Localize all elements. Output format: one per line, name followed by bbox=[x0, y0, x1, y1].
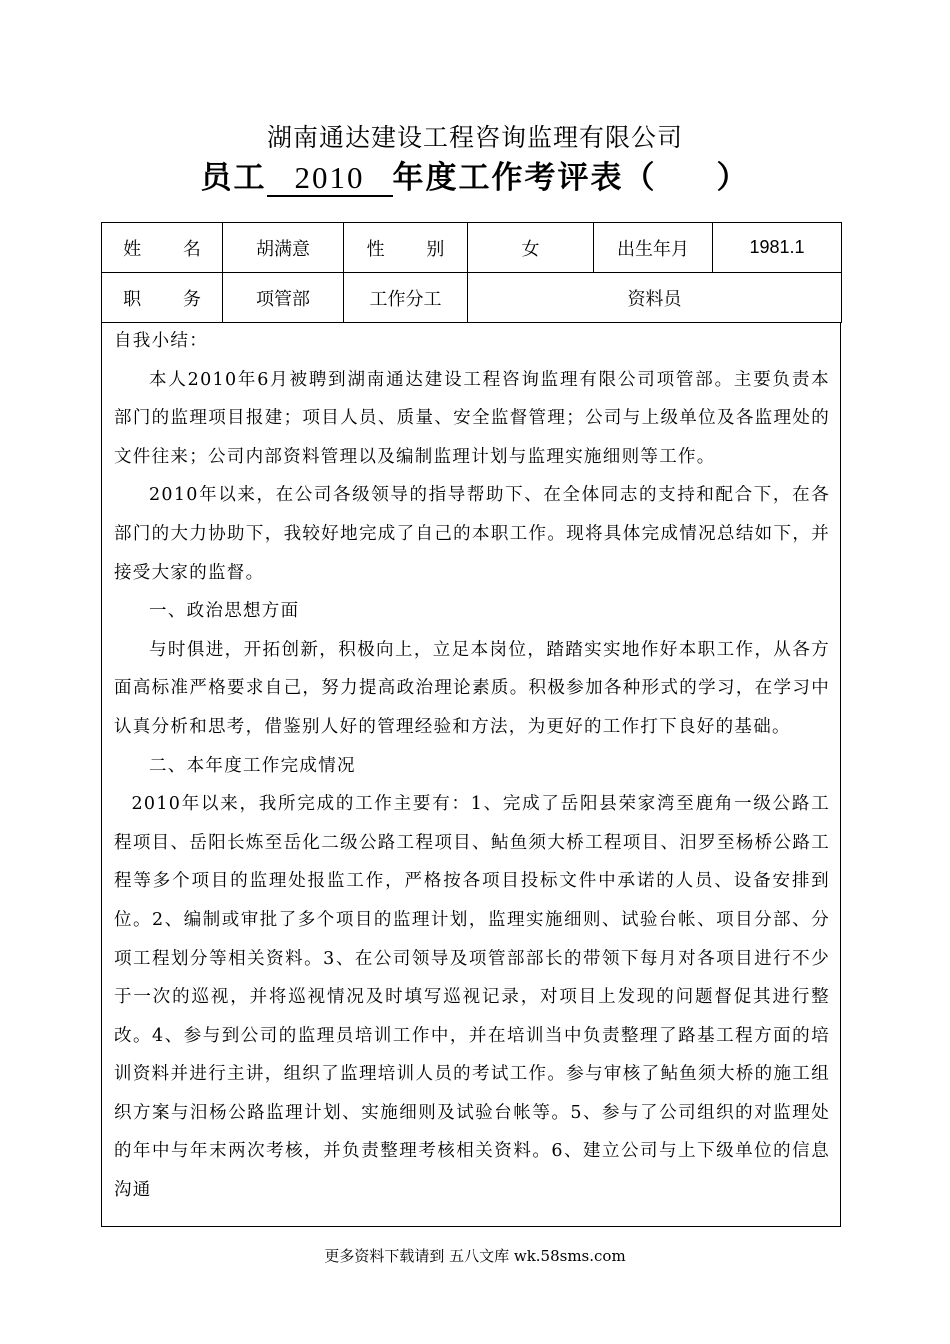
position-value: 项管部 bbox=[223, 273, 344, 323]
division-value: 资料员 bbox=[468, 273, 842, 323]
info-row-1 bbox=[102, 223, 842, 273]
gender-label: 性 别 bbox=[344, 223, 468, 273]
info-row-2 bbox=[102, 273, 842, 323]
birth-value: 1981.1 bbox=[713, 223, 842, 273]
name-value: 胡满意 bbox=[223, 223, 344, 273]
title-close: ） bbox=[716, 160, 750, 196]
summary-label: 自我小结： bbox=[114, 331, 208, 351]
summary-paragraph: 2010年以来，我所完成的工作主要有：1、完成了岳阳县荣家湾至鹿角一级公路工程项目、岳阳长炼至岳化二级公路工程项目、鲇鱼须大桥工程项目、汨罗至杨桥公路工程等多个项目的监理处报监工作，严格按各项目投标文件中承诺的人员、设备安排到位。2、编制或审批了多个项目的监理计划，监理实施细则、试验台帐、项目分部、分项工程划分等相关资料。3、在公司领导及项管部部长的带领下每月对各项目进行不少于一次的巡视，并将巡视情况及时填写巡视记录，对项目上发现的问题督促其进行整改。4、参与到公司的监理员培训工作中，并在培训当中负责整理了路基工程方面的培训资料并进行主讲，组织了监理培训人员的考试工作。参与审核了鲇鱼须大桥的施工组织方案与汨杨公路监理计划、实施细则及试验台帐等。5、参与了公司组织的对监理处的年中与年末两次考核，并负责整理考核相关资料。6、建立公司与上下级单位的信息沟通 bbox=[114, 794, 830, 1201]
name-label: 姓 名 bbox=[102, 223, 223, 273]
title-suffix: 年度工作考评表（ bbox=[392, 160, 657, 196]
position-label: 职 务 bbox=[102, 273, 223, 323]
section-heading-political: 一、政治思想方面 bbox=[149, 601, 300, 622]
summary-paragraph: 2010年以来，在公司各级领导的指导帮助下、在全体同志的支持和配合下，在各部门的大力协助下，我较好地完成了自己的本职工作。现将具体完成情况总结如下，并接受大家的监督。 bbox=[114, 485, 830, 583]
form-title bbox=[0, 152, 950, 197]
birth-label: 出生年月 bbox=[594, 223, 713, 273]
title-prefix: 员工 bbox=[200, 160, 267, 196]
division-label: 工作分工 bbox=[344, 273, 468, 323]
title-year: 2010 bbox=[267, 161, 393, 197]
self-summary-box bbox=[101, 322, 841, 1227]
self-summary-text bbox=[102, 322, 840, 1210]
summary-paragraph: 本人2010年6月被聘到湖南通达建设工程咨询监理有限公司项管部。主要负责本部门的监理项目报建；项目人员、质量、安全监督管理；公司与上级单位及各监理处的文件往来；公司内部资料管理以及编制监理计划与监理实施细则等工作。 bbox=[114, 369, 830, 467]
company-name: 湖南通达建设工程咨询监理有限公司 bbox=[266, 123, 683, 152]
gender-value: 女 bbox=[468, 223, 594, 273]
employee-info-table bbox=[101, 222, 842, 323]
section-heading-work: 二、本年度工作完成情况 bbox=[149, 755, 356, 776]
footer-download-note: 更多资料下载请到 五八文库 wk.58sms.com bbox=[324, 1247, 626, 1265]
summary-paragraph: 与时俱进，开拓创新，积极向上，立足本岗位，踏踏实实地作好本职工作，从各方面高标准严格要求自己，努力提高政治理论素质。积极参加各种形式的学习，在学习中认真分析和思考，借鉴别人好的管理经验和方法，为更好的工作打下良好的基础。 bbox=[114, 639, 830, 737]
